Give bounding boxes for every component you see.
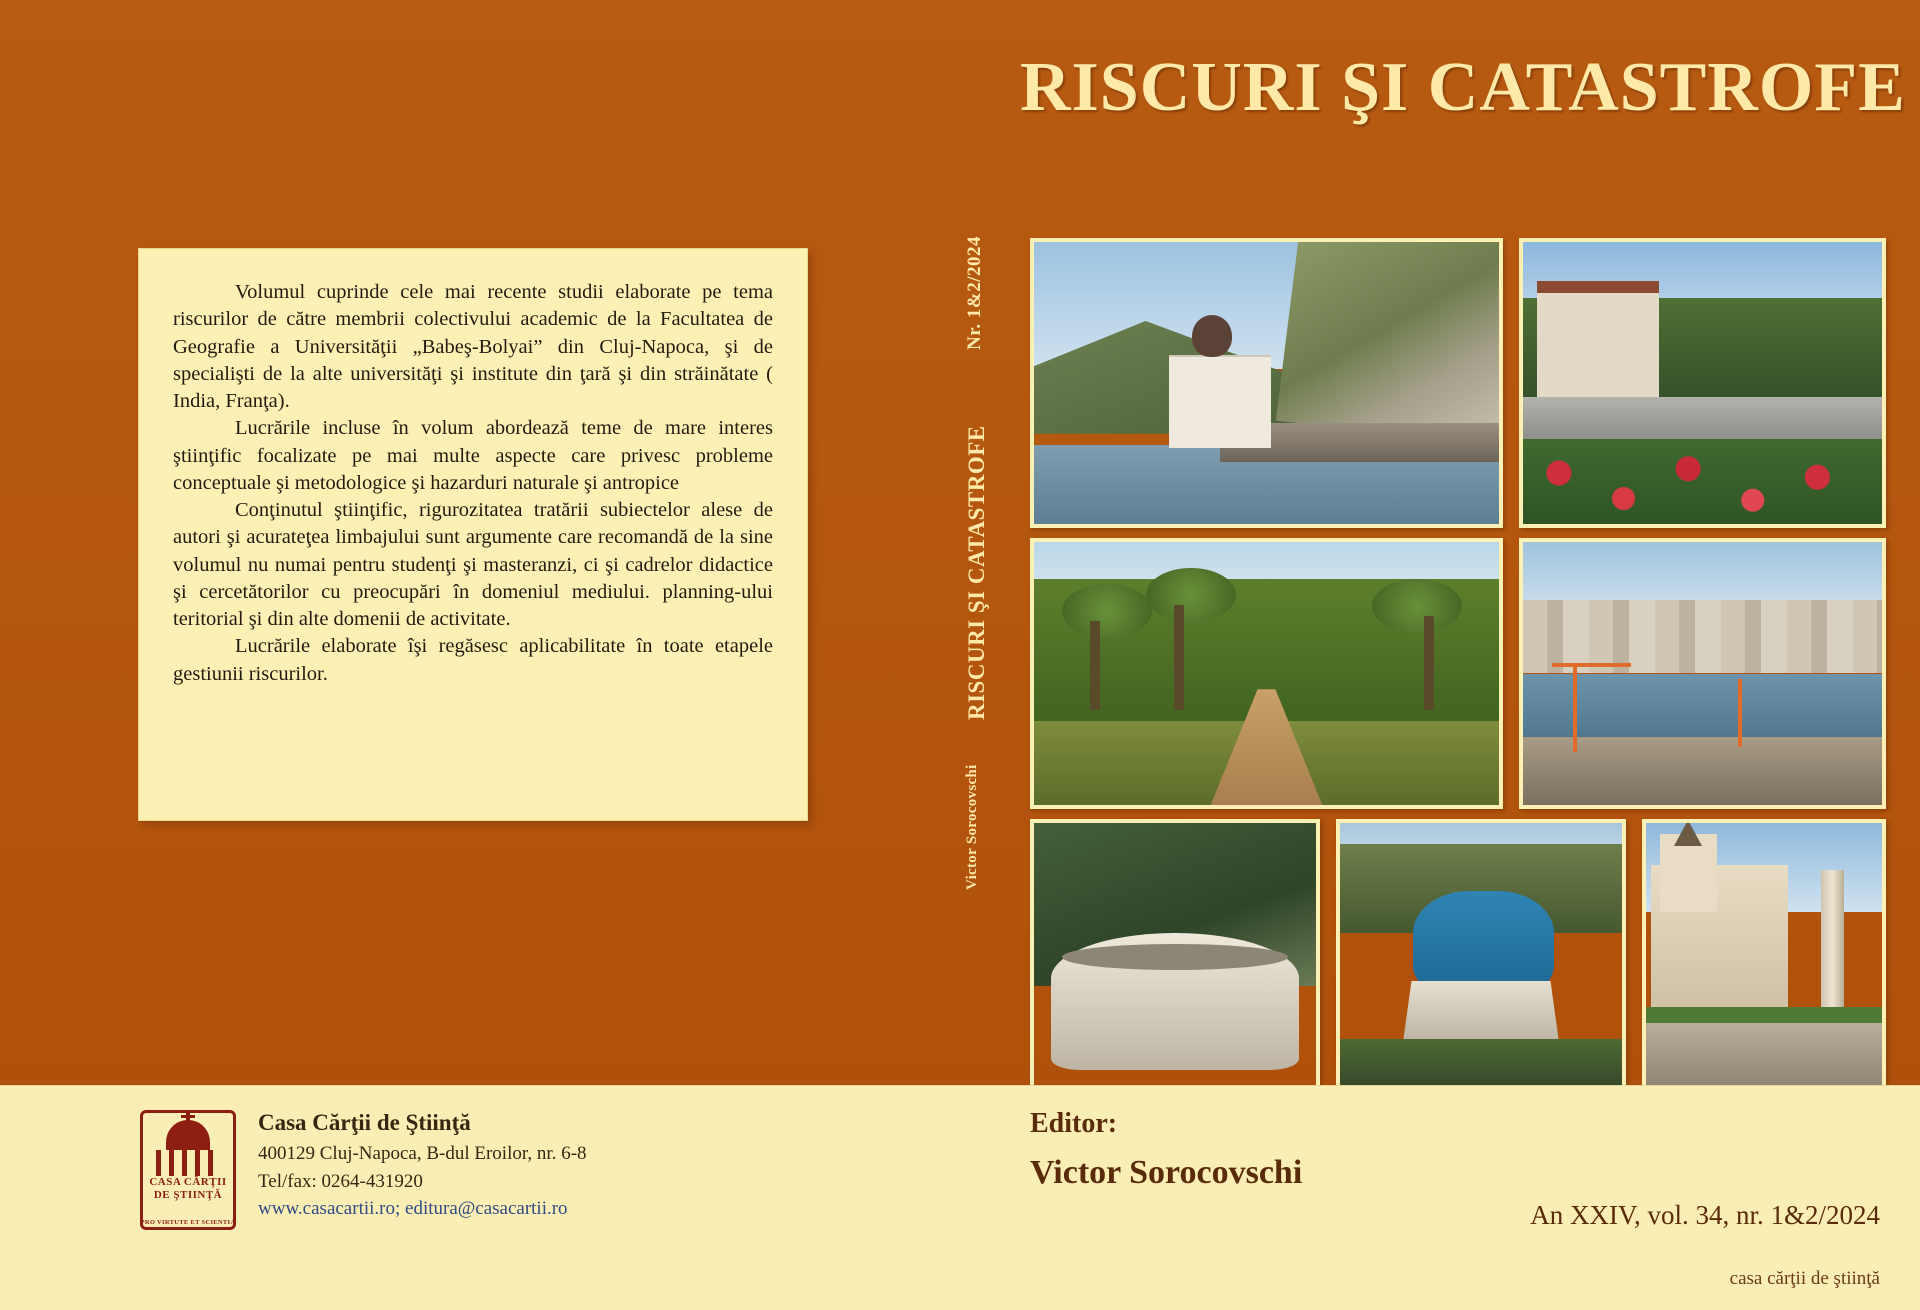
publisher-phone: Tel/fax: 0264-431920 <box>258 1170 423 1192</box>
photo-reservoir-dam-aerial <box>1336 819 1626 1090</box>
publisher-block <box>140 1110 587 1230</box>
publisher-logo-name: CASA CĂRŢII DE ŞTIINŢĂ <box>149 1176 227 1201</box>
photo-town-square-flowers <box>1519 238 1886 528</box>
abstract-panel <box>138 248 808 821</box>
publisher-name: Casa Cărţii de Ştiinţă <box>258 1110 471 1135</box>
spine-issue: Nr. 1&2/2024 <box>964 235 985 350</box>
abstract-paragraph: Lucrările incluse în volum abordează teme de mare interes ştiinţific focalizate pe mai multe aspecte care privesc probleme conceptuale şi metodologice şi hazarduri naturale şi antropice <box>173 417 773 494</box>
photo-riverside-city-cranes <box>1519 538 1886 809</box>
photo-arch-dam-valley <box>1030 819 1320 1090</box>
editor-name: Victor Sorocovschi <box>1030 1154 1303 1191</box>
photo-tropical-road-palms <box>1030 538 1503 809</box>
photo-cluj-city-hall-square <box>1642 819 1886 1090</box>
imprint-line: casa cărţii de ştiinţă <box>1729 1268 1880 1289</box>
abstract-paragraph: Conţinutul ştiinţific, rigurozitatea tratării subiectelor alese de autori şi acurateţea limbajului sunt argumente care recomandă de la sine volumul nu numai pentru studenţi şi masteranzi, ci şi cadrelor didactice şi cercetătorilor cu preocupări în domeniul mediului. planning-ului teritorial şi din alte domenii de activitate. <box>173 499 773 630</box>
abstract-paragraph: Lucrările elaborate îşi regăsesc aplicabilitate în toate etapele gestiunii riscurilor. <box>173 635 773 685</box>
photo-danube-monastery-gorge <box>1030 238 1503 528</box>
book-spine <box>930 210 1014 890</box>
issue-line: An XXIV, vol. 34, nr. 1&2/2024 <box>1530 1200 1880 1230</box>
bottom-band <box>0 1085 1920 1310</box>
editor-block <box>1030 1108 1302 1192</box>
editor-label: Editor: <box>1030 1108 1118 1139</box>
publisher-logo-icon <box>140 1110 236 1230</box>
publisher-web[interactable]: www.casacartii.ro; editura@casacartii.ro <box>258 1198 568 1220</box>
photo-collage <box>1030 238 1886 1090</box>
publisher-logo-motto: PRO VIRTUTE ET SCIENTIA <box>140 1219 236 1226</box>
spine-author: Victor Sorocovschi <box>964 764 980 890</box>
publisher-address: 400129 Cluj-Napoca, B-dul Eroilor, nr. 6-8 <box>258 1143 587 1164</box>
spine-title: RISCURI ŞI CATASTROFE <box>964 425 989 720</box>
abstract-paragraph: Volumul cuprinde cele mai recente studii elaborate pe tema riscurilor de către membrii colectivului academic de la Facultatea de Geografie a Universităţii „Babeş-Bolyai” din Cluj-Napoca, şi de specialişti de la alte universităţi şi institute din ţară şi din străinătate ( India, Franţa). <box>173 281 773 412</box>
page-title: RISCURI ŞI CATASTROFE <box>1020 49 1906 126</box>
